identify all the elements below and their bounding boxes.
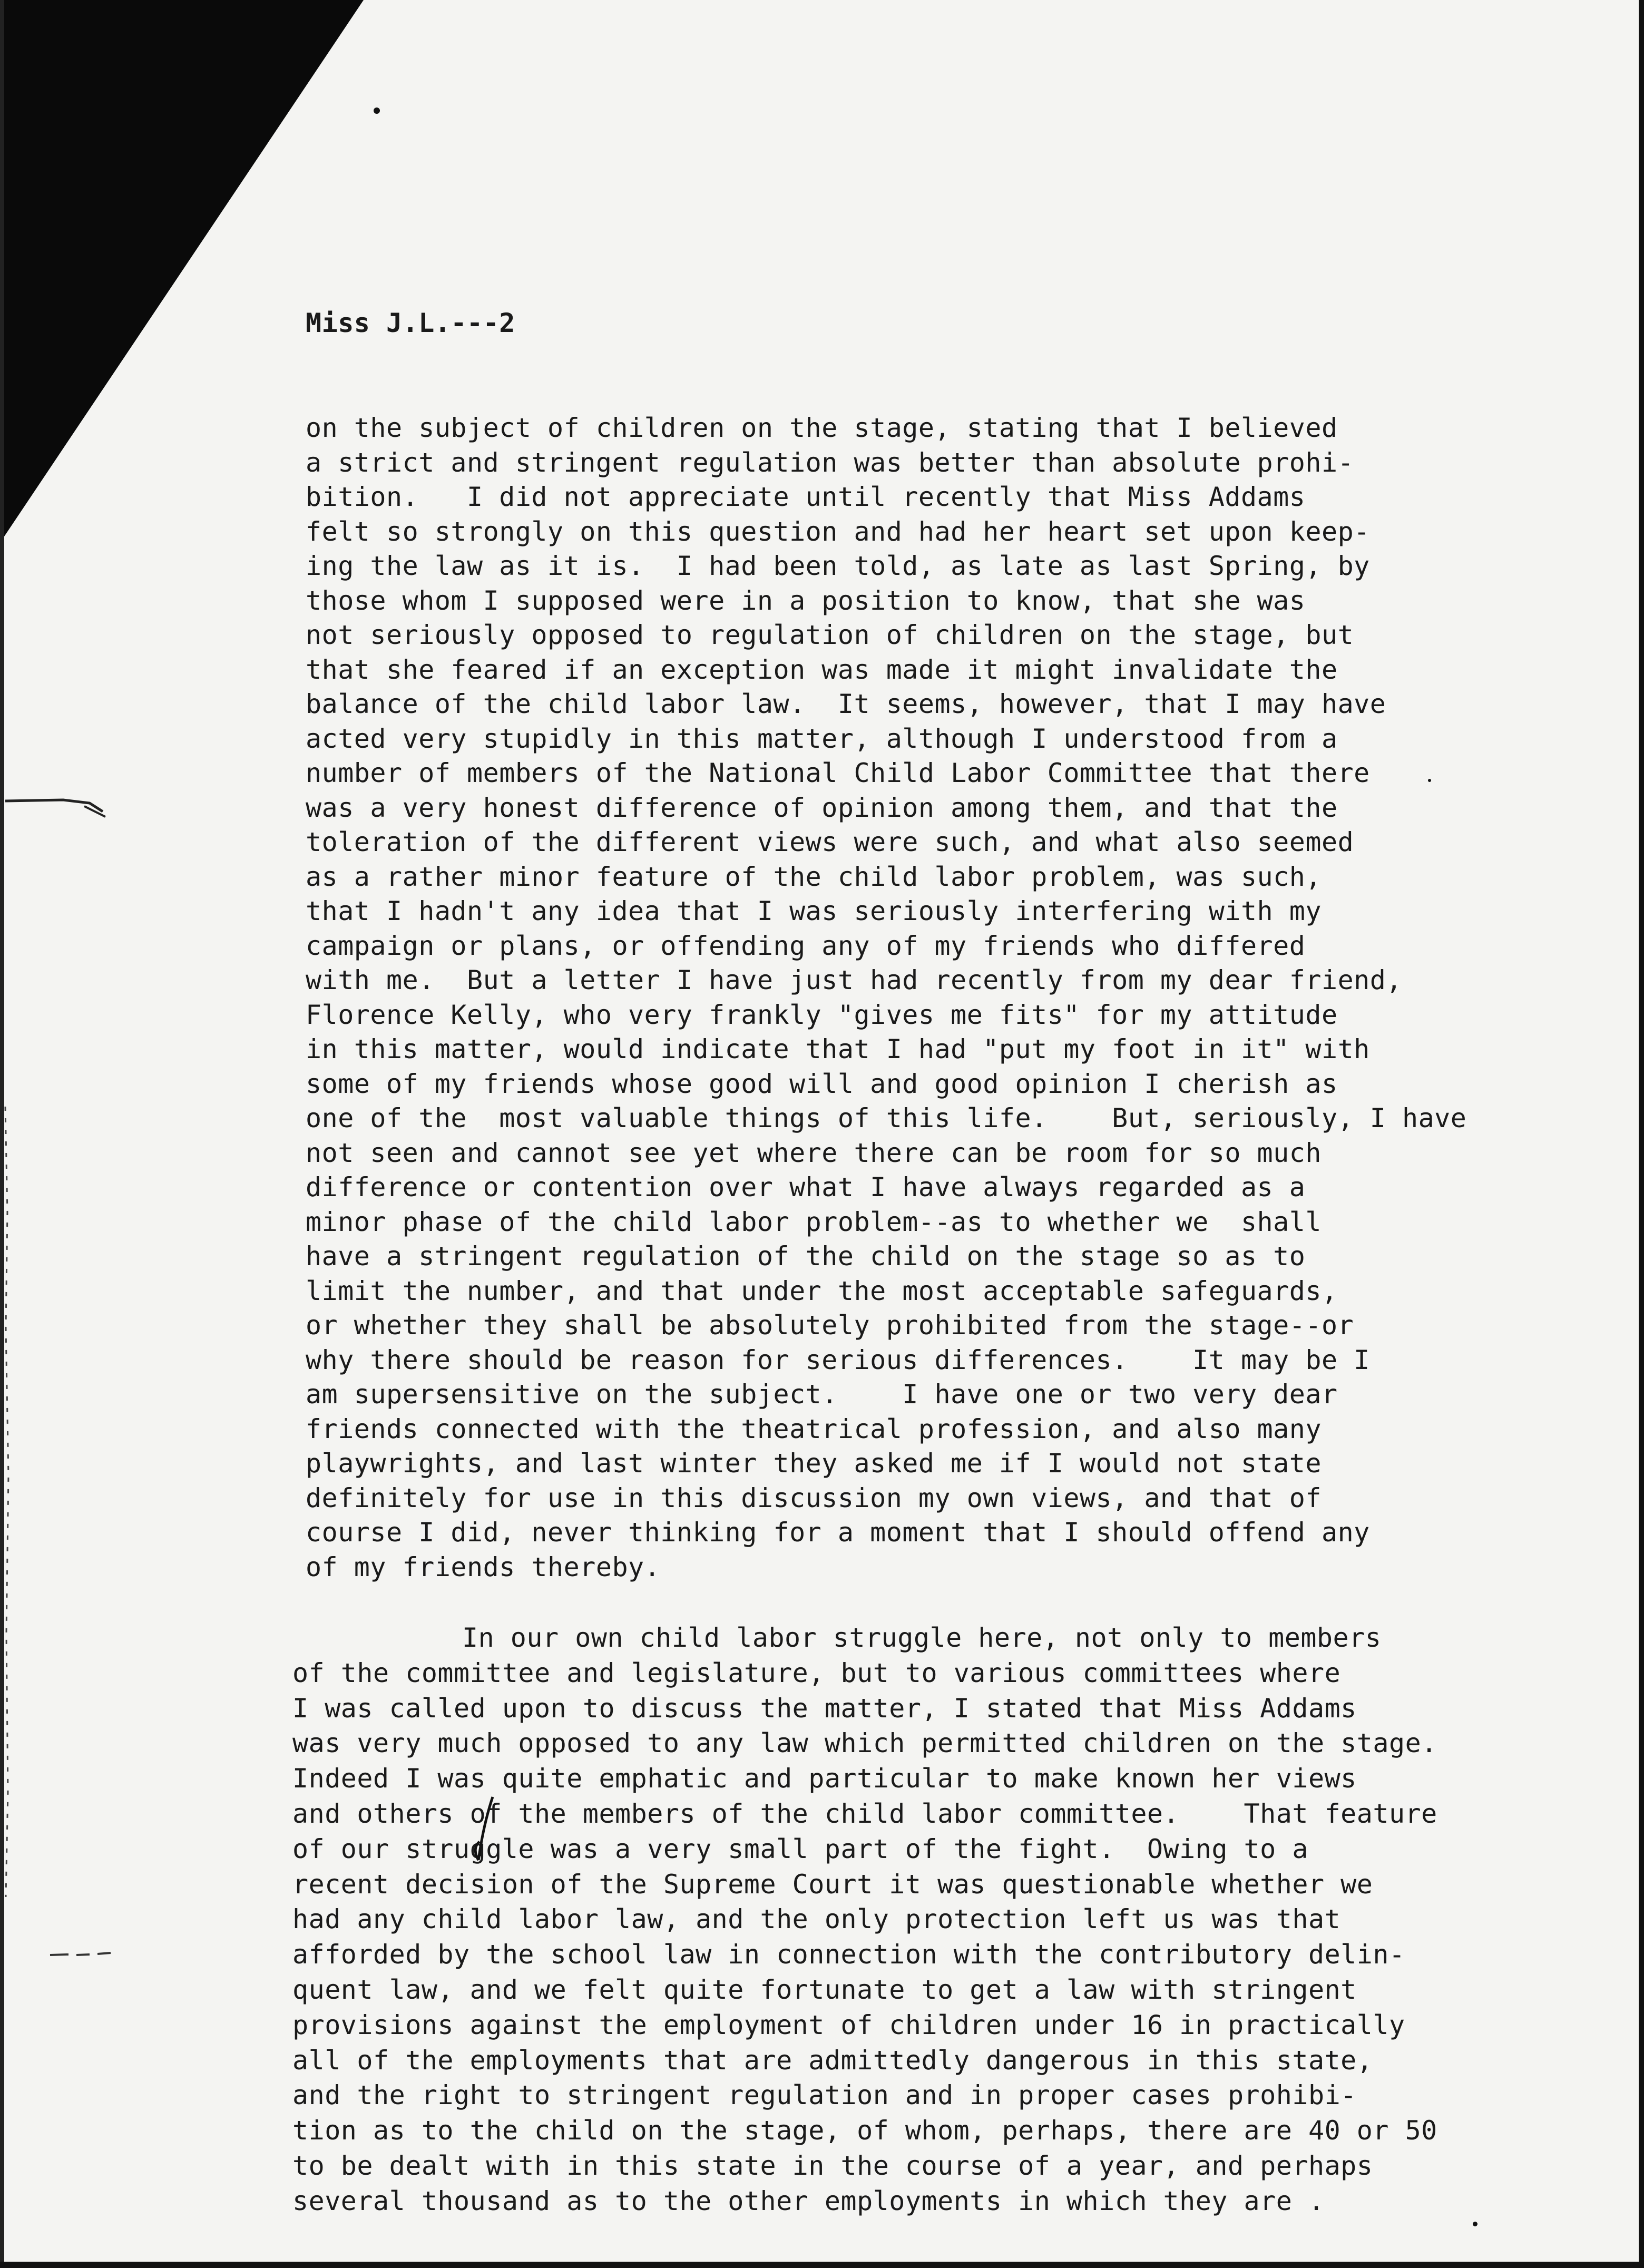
left-edge-speckle <box>3 1107 19 1897</box>
text-line: some of my friends whose good will and good opinion I cherish as <box>306 1068 1338 1099</box>
text-line: course I did, never thinking for a moment that I should offend any <box>306 1517 1370 1548</box>
text-line: on the subject of children on the stage, stating that I believed <box>306 413 1338 443</box>
text-line: have a stringent regulation of the child on the stage so as to <box>306 1241 1306 1272</box>
text-line: limit the number, and that under the most acceptable safeguards, <box>306 1275 1338 1306</box>
scan-right-edge <box>1639 0 1644 2268</box>
text-line: I was called upon to discuss the matter, I stated that Miss Addams <box>292 1693 1357 1724</box>
text-line: as a rather minor feature of the child labor problem, was such, <box>306 861 1322 892</box>
text-line: tion as to the child on the stage, of whom, perhaps, there are 40 or 50 <box>292 2115 1437 2146</box>
paragraph-1 <box>306 411 1570 1585</box>
text-line: afforded by the school law in connection with the contributory delin- <box>292 1939 1405 1970</box>
text-line: balance of the child labor law. It seems, however, that I may have <box>306 689 1386 719</box>
text-line: or whether they shall be absolutely prohibited from the stage--or <box>306 1310 1354 1341</box>
text-line: number of members of the National Child Labor Committee that there <box>306 758 1370 788</box>
text-line: of my friends thereby. <box>306 1551 661 1582</box>
text-line: a strict and stringent regulation was better than absolute prohi- <box>306 447 1354 478</box>
text-line: provisions against the employment of children under 16 in practically <box>292 2009 1405 2040</box>
text-line: not seen and cannot see yet where there can be room for so much <box>306 1137 1322 1168</box>
text-line: of our struggle was a very small part of the fight. Owing to a <box>292 1833 1308 1864</box>
text-line: was very much opposed to any law which permitted children on the stage. <box>292 1728 1437 1759</box>
text-line: campaign or plans, or offending any of my friends who differed <box>306 930 1306 961</box>
text-line: not seriously opposed to regulation of children on the stage, but <box>306 620 1354 650</box>
text-line: with me. But a letter I have just had recently from my dear friend, <box>306 965 1402 995</box>
text-line: of the committee and legislature, but to various committees where <box>292 1657 1341 1688</box>
text-line: playwrights, and last winter they asked me if I would not state <box>306 1448 1322 1479</box>
text-line: toleration of the different views were such, and what also seemed <box>306 827 1354 857</box>
text-line: that she feared if an exception was made it might invalidate the <box>306 654 1338 685</box>
text-line: one of the most valuable things of this life. But, seriously, I have <box>306 1103 1467 1133</box>
text-line: several thousand as to the other employments in which they are . <box>292 2185 1325 2216</box>
text-line: difference or contention over what I have always regarded as a <box>306 1172 1306 1203</box>
text-line: that I hadn't any idea that I was seriously interfering with my <box>306 896 1322 926</box>
text-line: was a very honest difference of opinion among them, and that the <box>306 792 1338 823</box>
text-line: acted very stupidly in this matter, although I understood from a <box>306 723 1338 754</box>
margin-mark-bottom <box>47 1944 116 1966</box>
text-line: in this matter, would indicate that I had "put my foot in it" with <box>306 1034 1370 1064</box>
text-line: and others of the members of the child labor committee. That feature <box>292 1798 1437 1829</box>
text-line: friends connected with the theatrical profession, and also many <box>306 1413 1322 1444</box>
text-line: to be dealt with in this state in the course of a year, and perhaps <box>292 2150 1373 2181</box>
text-line: am supersensitive on the subject. I have one or two very dear <box>306 1379 1338 1410</box>
margin-mark-top <box>0 785 116 827</box>
text-line: In our own child labor struggle here, not only to members <box>462 1622 1382 1653</box>
text-line: had any child labor law, and the only protection left us was that <box>292 1904 1341 1935</box>
scan-bottom-edge <box>0 2262 1644 2268</box>
text-line: bition. I did not appreciate until recently that Miss Addams <box>306 482 1306 512</box>
text-line: those whom I supposed were in a position to know, that she was <box>306 585 1306 616</box>
page-header: Miss J.L.---2 <box>306 308 515 338</box>
stray-dot <box>1473 2222 1477 2226</box>
text-line: Florence Kelly, who very frankly "gives me fits" for my attitude <box>306 999 1338 1030</box>
text-line: definitely for use in this discussion my own views, and that of <box>306 1482 1322 1513</box>
paragraph-2 <box>292 1620 1583 2219</box>
text-line: minor phase of the child labor problem--as to whether we shall <box>306 1206 1322 1237</box>
text-line: why there should be reason for serious differences. It may be I <box>306 1344 1370 1375</box>
pen-mark <box>464 1792 511 1871</box>
text-line: ing the law as it is. I had been told, as late as last Spring, by <box>306 551 1370 581</box>
text-line: felt so strongly on this question and had her heart set upon keep- <box>306 516 1370 547</box>
text-line: recent decision of the Supreme Court it was questionable whether we <box>292 1869 1373 1900</box>
text-line: quent law, and we felt quite fortunate to get a law with stringent <box>292 1974 1357 2005</box>
text-line: and the right to stringent regulation and in proper cases prohibi- <box>292 2080 1357 2111</box>
text-line: Indeed I was quite emphatic and particular to make known her views <box>292 1763 1357 1794</box>
text-line: all of the employments that are admittedly dangerous in this state, <box>292 2045 1373 2076</box>
